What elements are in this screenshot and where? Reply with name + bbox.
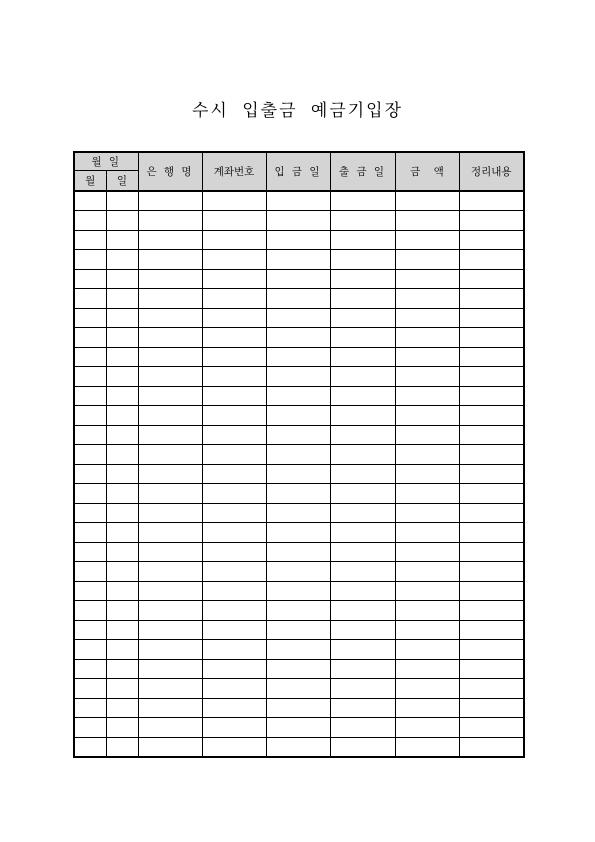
month-cell (74, 308, 106, 328)
withdrawal-date-cell (330, 269, 395, 289)
table-row (74, 347, 524, 367)
notes-cell (459, 542, 524, 562)
withdrawal-date-cell (330, 289, 395, 309)
day-cell (106, 328, 138, 348)
day-cell (106, 503, 138, 523)
withdrawal-date-cell (330, 386, 395, 406)
amount-cell (395, 640, 459, 660)
account-number-cell (202, 347, 266, 367)
month-cell (74, 581, 106, 601)
notes-cell (459, 230, 524, 250)
month-cell (74, 484, 106, 504)
bank-name-cell (138, 542, 202, 562)
month-cell (74, 191, 106, 211)
deposit-date-cell (266, 367, 330, 387)
withdrawal-date-cell (330, 503, 395, 523)
deposit-date-cell (266, 250, 330, 270)
account-number-cell (202, 425, 266, 445)
withdrawal-date-cell (330, 737, 395, 757)
bank-name-cell (138, 250, 202, 270)
deposit-date-cell (266, 347, 330, 367)
notes-cell (459, 737, 524, 757)
amount-cell (395, 698, 459, 718)
notes-cell (459, 328, 524, 348)
bank-name-cell (138, 620, 202, 640)
table-row (74, 718, 524, 738)
account-number-cell (202, 503, 266, 523)
month-cell (74, 698, 106, 718)
table-row (74, 503, 524, 523)
notes-cell (459, 250, 524, 270)
month-cell (74, 445, 106, 465)
day-cell (106, 386, 138, 406)
day-cell (106, 445, 138, 465)
amount-cell (395, 269, 459, 289)
account-number-cell (202, 737, 266, 757)
table-row (74, 562, 524, 582)
month-cell (74, 425, 106, 445)
table-row (74, 230, 524, 250)
bank-name-cell (138, 191, 202, 211)
withdrawal-date-cell (330, 367, 395, 387)
deposit-date-cell (266, 386, 330, 406)
account-number-cell (202, 289, 266, 309)
bank-name-cell (138, 308, 202, 328)
account-number-header: 계좌번호 (202, 152, 266, 191)
withdrawal-date-cell (330, 601, 395, 621)
table-row (74, 191, 524, 211)
bank-name-cell (138, 659, 202, 679)
account-number-cell (202, 445, 266, 465)
withdrawal-date-cell (330, 250, 395, 270)
month-cell (74, 230, 106, 250)
amount-cell (395, 425, 459, 445)
amount-cell (395, 289, 459, 309)
deposit-date-cell (266, 406, 330, 426)
deposit-date-cell (266, 581, 330, 601)
day-cell (106, 464, 138, 484)
day-cell (106, 562, 138, 582)
table-row (74, 679, 524, 699)
bank-name-cell (138, 445, 202, 465)
bank-name-cell (138, 406, 202, 426)
withdrawal-date-cell (330, 718, 395, 738)
table-row (74, 308, 524, 328)
bank-name-cell (138, 718, 202, 738)
notes-cell (459, 698, 524, 718)
month-cell (74, 328, 106, 348)
table-row (74, 211, 524, 231)
account-number-cell (202, 191, 266, 211)
month-cell (74, 659, 106, 679)
withdrawal-date-cell (330, 347, 395, 367)
month-cell (74, 542, 106, 562)
month-cell (74, 562, 106, 582)
account-number-cell (202, 601, 266, 621)
amount-cell (395, 620, 459, 640)
notes-cell (459, 718, 524, 738)
account-number-cell (202, 250, 266, 270)
withdrawal-date-cell (330, 445, 395, 465)
account-number-cell (202, 269, 266, 289)
deposit-ledger-table (73, 151, 525, 758)
amount-cell (395, 542, 459, 562)
notes-cell (459, 367, 524, 387)
month-cell (74, 406, 106, 426)
withdrawal-date-cell (330, 523, 395, 543)
deposit-date-cell (266, 523, 330, 543)
withdrawal-date-cell (330, 679, 395, 699)
amount-cell (395, 386, 459, 406)
deposit-date-cell (266, 191, 330, 211)
bank-name-cell (138, 581, 202, 601)
account-number-cell (202, 328, 266, 348)
account-number-cell (202, 484, 266, 504)
amount-header: 금 액 (395, 152, 459, 191)
notes-cell (459, 211, 524, 231)
day-cell (106, 191, 138, 211)
notes-cell (459, 679, 524, 699)
amount-cell (395, 230, 459, 250)
day-cell (106, 601, 138, 621)
deposit-date-cell (266, 562, 330, 582)
withdrawal-date-header: 출 금 일 (330, 152, 395, 191)
bank-name-cell (138, 562, 202, 582)
month-cell (74, 269, 106, 289)
account-number-cell (202, 464, 266, 484)
amount-cell (395, 464, 459, 484)
day-cell (106, 679, 138, 699)
account-number-cell (202, 308, 266, 328)
notes-cell (459, 386, 524, 406)
month-cell (74, 718, 106, 738)
amount-cell (395, 601, 459, 621)
deposit-date-cell (266, 445, 330, 465)
day-cell (106, 406, 138, 426)
bank-name-cell (138, 464, 202, 484)
table-row (74, 640, 524, 660)
month-header: 월 (74, 171, 106, 192)
notes-cell (459, 406, 524, 426)
month-cell (74, 523, 106, 543)
deposit-date-cell (266, 464, 330, 484)
account-number-cell (202, 718, 266, 738)
bank-name-header: 은 행 명 (138, 152, 202, 191)
bank-name-cell (138, 289, 202, 309)
day-cell (106, 620, 138, 640)
month-cell (74, 503, 106, 523)
deposit-date-cell (266, 601, 330, 621)
table-row (74, 289, 524, 309)
month-day-header: 월 일 (74, 152, 138, 171)
table-row (74, 328, 524, 348)
amount-cell (395, 581, 459, 601)
deposit-date-cell (266, 542, 330, 562)
amount-cell (395, 347, 459, 367)
table-row (74, 601, 524, 621)
account-number-cell (202, 679, 266, 699)
notes-cell (459, 464, 524, 484)
bank-name-cell (138, 737, 202, 757)
table-row (74, 250, 524, 270)
day-cell (106, 484, 138, 504)
withdrawal-date-cell (330, 464, 395, 484)
day-header: 일 (106, 171, 138, 192)
account-number-cell (202, 659, 266, 679)
table-row (74, 698, 524, 718)
notes-cell (459, 523, 524, 543)
notes-cell (459, 581, 524, 601)
deposit-date-cell (266, 308, 330, 328)
month-cell (74, 367, 106, 387)
deposit-date-cell (266, 698, 330, 718)
deposit-date-cell (266, 230, 330, 250)
deposit-date-cell (266, 718, 330, 738)
table-row (74, 269, 524, 289)
withdrawal-date-cell (330, 640, 395, 660)
day-cell (106, 659, 138, 679)
deposit-date-cell (266, 620, 330, 640)
account-number-cell (202, 581, 266, 601)
account-number-cell (202, 620, 266, 640)
deposit-date-cell (266, 269, 330, 289)
notes-cell (459, 503, 524, 523)
withdrawal-date-cell (330, 230, 395, 250)
withdrawal-date-cell (330, 581, 395, 601)
amount-cell (395, 718, 459, 738)
table-row (74, 620, 524, 640)
deposit-date-cell (266, 425, 330, 445)
withdrawal-date-cell (330, 542, 395, 562)
month-cell (74, 250, 106, 270)
amount-cell (395, 406, 459, 426)
table-row (74, 484, 524, 504)
deposit-date-cell (266, 503, 330, 523)
amount-cell (395, 503, 459, 523)
bank-name-cell (138, 367, 202, 387)
day-cell (106, 230, 138, 250)
day-cell (106, 542, 138, 562)
account-number-cell (202, 211, 266, 231)
day-cell (106, 425, 138, 445)
notes-cell (459, 445, 524, 465)
day-cell (106, 250, 138, 270)
bank-name-cell (138, 503, 202, 523)
account-number-cell (202, 230, 266, 250)
day-cell (106, 347, 138, 367)
day-cell (106, 308, 138, 328)
deposit-date-cell (266, 737, 330, 757)
month-cell (74, 640, 106, 660)
amount-cell (395, 523, 459, 543)
withdrawal-date-cell (330, 308, 395, 328)
notes-cell (459, 347, 524, 367)
bank-name-cell (138, 425, 202, 445)
withdrawal-date-cell (330, 620, 395, 640)
day-cell (106, 367, 138, 387)
account-number-cell (202, 698, 266, 718)
withdrawal-date-cell (330, 425, 395, 445)
month-cell (74, 679, 106, 699)
deposit-date-cell (266, 679, 330, 699)
amount-cell (395, 191, 459, 211)
day-cell (106, 211, 138, 231)
account-number-cell (202, 562, 266, 582)
day-cell (106, 718, 138, 738)
day-cell (106, 581, 138, 601)
amount-cell (395, 659, 459, 679)
ledger-body (74, 191, 524, 757)
withdrawal-date-cell (330, 211, 395, 231)
amount-cell (395, 562, 459, 582)
page-title: 수시 입출금 예금기입장 (191, 101, 404, 121)
bank-name-cell (138, 698, 202, 718)
bank-name-cell (138, 230, 202, 250)
table-row (74, 386, 524, 406)
withdrawal-date-cell (330, 659, 395, 679)
amount-cell (395, 484, 459, 504)
month-cell (74, 620, 106, 640)
account-number-cell (202, 542, 266, 562)
bank-name-cell (138, 484, 202, 504)
month-cell (74, 464, 106, 484)
day-cell (106, 289, 138, 309)
month-cell (74, 211, 106, 231)
notes-cell (459, 425, 524, 445)
day-cell (106, 269, 138, 289)
table-row (74, 542, 524, 562)
table-row (74, 581, 524, 601)
bank-name-cell (138, 523, 202, 543)
amount-cell (395, 737, 459, 757)
table-row (74, 406, 524, 426)
withdrawal-date-cell (330, 562, 395, 582)
account-number-cell (202, 386, 266, 406)
account-number-cell (202, 523, 266, 543)
deposit-date-cell (266, 484, 330, 504)
table-row (74, 659, 524, 679)
bank-name-cell (138, 347, 202, 367)
month-cell (74, 386, 106, 406)
amount-cell (395, 211, 459, 231)
bank-name-cell (138, 679, 202, 699)
deposit-date-cell (266, 289, 330, 309)
amount-cell (395, 328, 459, 348)
day-cell (106, 523, 138, 543)
account-number-cell (202, 640, 266, 660)
notes-cell (459, 562, 524, 582)
deposit-date-cell (266, 659, 330, 679)
bank-name-cell (138, 640, 202, 660)
month-cell (74, 737, 106, 757)
withdrawal-date-cell (330, 406, 395, 426)
notes-cell (459, 269, 524, 289)
account-number-cell (202, 367, 266, 387)
bank-name-cell (138, 211, 202, 231)
table-row (74, 445, 524, 465)
notes-header: 정리내용 (459, 152, 524, 191)
bank-name-cell (138, 328, 202, 348)
notes-cell (459, 640, 524, 660)
deposit-date-cell (266, 211, 330, 231)
withdrawal-date-cell (330, 698, 395, 718)
deposit-date-cell (266, 640, 330, 660)
day-cell (106, 737, 138, 757)
withdrawal-date-cell (330, 328, 395, 348)
month-cell (74, 347, 106, 367)
amount-cell (395, 308, 459, 328)
month-cell (74, 289, 106, 309)
deposit-date-cell (266, 328, 330, 348)
amount-cell (395, 250, 459, 270)
withdrawal-date-cell (330, 484, 395, 504)
day-cell (106, 640, 138, 660)
bank-name-cell (138, 386, 202, 406)
amount-cell (395, 367, 459, 387)
deposit-date-header: 입 금 일 (266, 152, 330, 191)
withdrawal-date-cell (330, 191, 395, 211)
table-row (74, 737, 524, 757)
day-cell (106, 698, 138, 718)
notes-cell (459, 191, 524, 211)
bank-name-cell (138, 269, 202, 289)
table-row (74, 425, 524, 445)
notes-cell (459, 308, 524, 328)
table-row (74, 523, 524, 543)
notes-cell (459, 601, 524, 621)
table-row (74, 464, 524, 484)
notes-cell (459, 289, 524, 309)
notes-cell (459, 659, 524, 679)
notes-cell (459, 484, 524, 504)
table-row (74, 367, 524, 387)
month-cell (74, 601, 106, 621)
account-number-cell (202, 406, 266, 426)
amount-cell (395, 679, 459, 699)
notes-cell (459, 620, 524, 640)
bank-name-cell (138, 601, 202, 621)
amount-cell (395, 445, 459, 465)
